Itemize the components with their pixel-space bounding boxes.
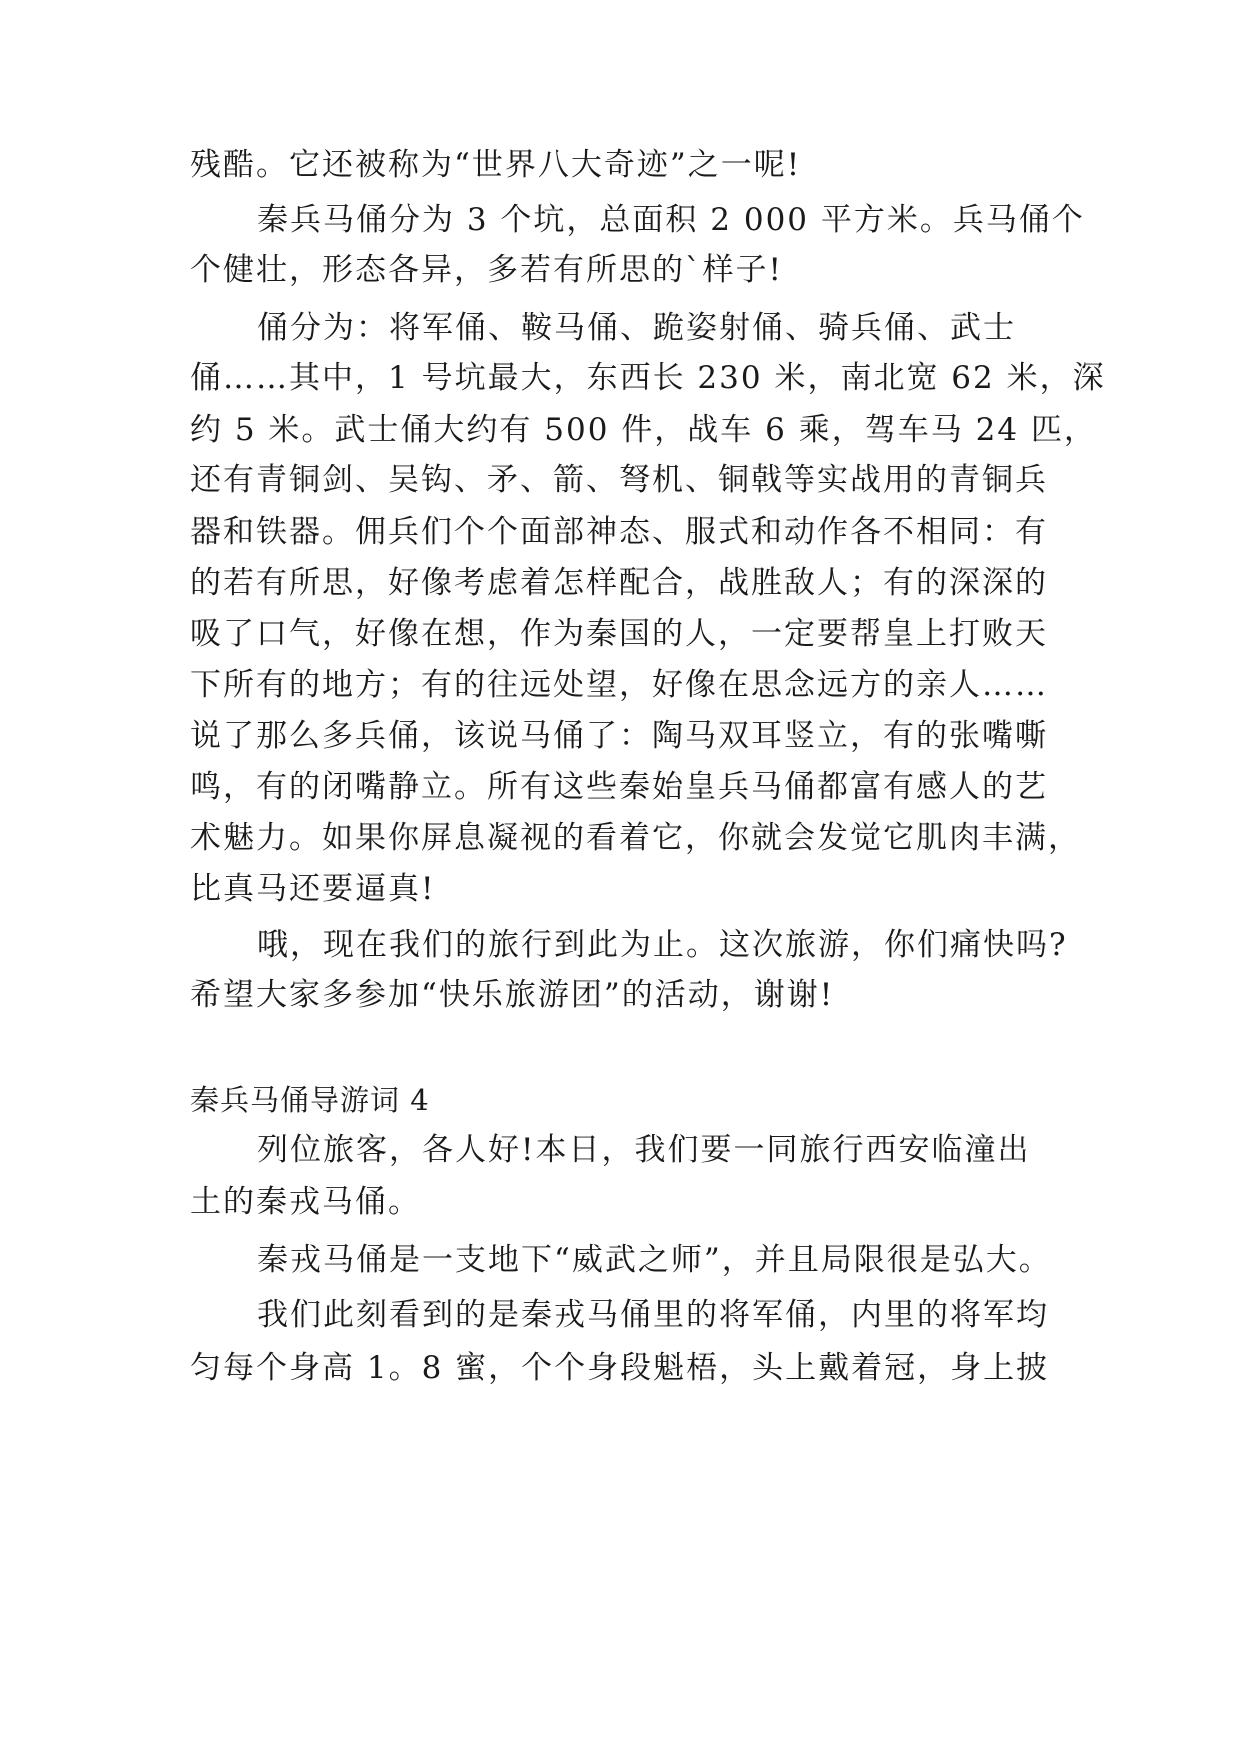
text-line: 秦兵马俑分为 3 个坑，总面积 2 000 平方米。兵马俑个 [257, 202, 1085, 238]
text-line: 鸣，有的闭嘴静立。所有这些秦始皇兵马俑都富有感人的艺 [190, 769, 1048, 805]
text-line: 比真马还要逼真! [190, 871, 436, 907]
text-line: 器和铁器。佣兵们个个面部神态、服式和动作各不相同：有 [190, 514, 1048, 550]
text-line: 希望大家多参加“快乐旅游团”的活动，谢谢! [190, 977, 835, 1013]
text-line: 俑分为：将军俑、鞍马俑、跪姿射俑、骑兵俑、武士 [257, 310, 1016, 346]
text-line: 秦戎马俑是一支地下“威武之师”，并且局限很是弘大。 [257, 1242, 1052, 1278]
text-line: 下所有的地方；有的往远处望，好像在思念远方的亲人…… [190, 667, 1048, 703]
text-line: 个健壮，形态各异，多若有所思的`样子! [190, 252, 783, 288]
text-line: 匀每个身高 1。8 蜜，个个身段魁梧，头上戴着冠，身上披 [190, 1350, 1050, 1386]
text-line: 我们此刻看到的是秦戎马俑里的将军俑，内里的将军均 [257, 1297, 1049, 1333]
text-line: 的若有所思，好像考虑着怎样配合，战胜敌人；有的深深的 [190, 565, 1048, 601]
section-heading: 秦兵马俑导游词 4 [190, 1083, 430, 1117]
text-line: 列位旅客，各人好!本日，我们要一同旅行西安临潼出 [257, 1132, 1031, 1168]
text-line: 术魅力。如果你屏息凝视的看着它，你就会发觉它肌肉丰满， [190, 820, 1081, 856]
text-line: 哦，现在我们的旅行到此为止。这次旅游，你们痛快吗? [257, 927, 1068, 963]
text-line: 吸了口气，好像在想，作为秦国的人，一定要帮皇上打败天 [190, 616, 1048, 652]
text-line: 俑……其中，1 号坑最大，东西长 230 米，南北宽 62 米，深 [190, 360, 1106, 396]
text-line: 还有青铜剑、吴钩、矛、箭、弩机、铜戟等实战用的青铜兵 [190, 462, 1048, 498]
text-line: 残酷。它还被称为“世界八大奇迹”之一呢! [190, 147, 802, 183]
text-line: 土的秦戎马俑。 [190, 1184, 421, 1220]
text-line: 约 5 米。武士俑大约有 500 件，战车 6 乘，驾车马 24 匹， [190, 412, 1097, 448]
text-line: 说了那么多兵俑，该说马俑了：陶马双耳竖立，有的张嘴嘶 [190, 718, 1048, 754]
